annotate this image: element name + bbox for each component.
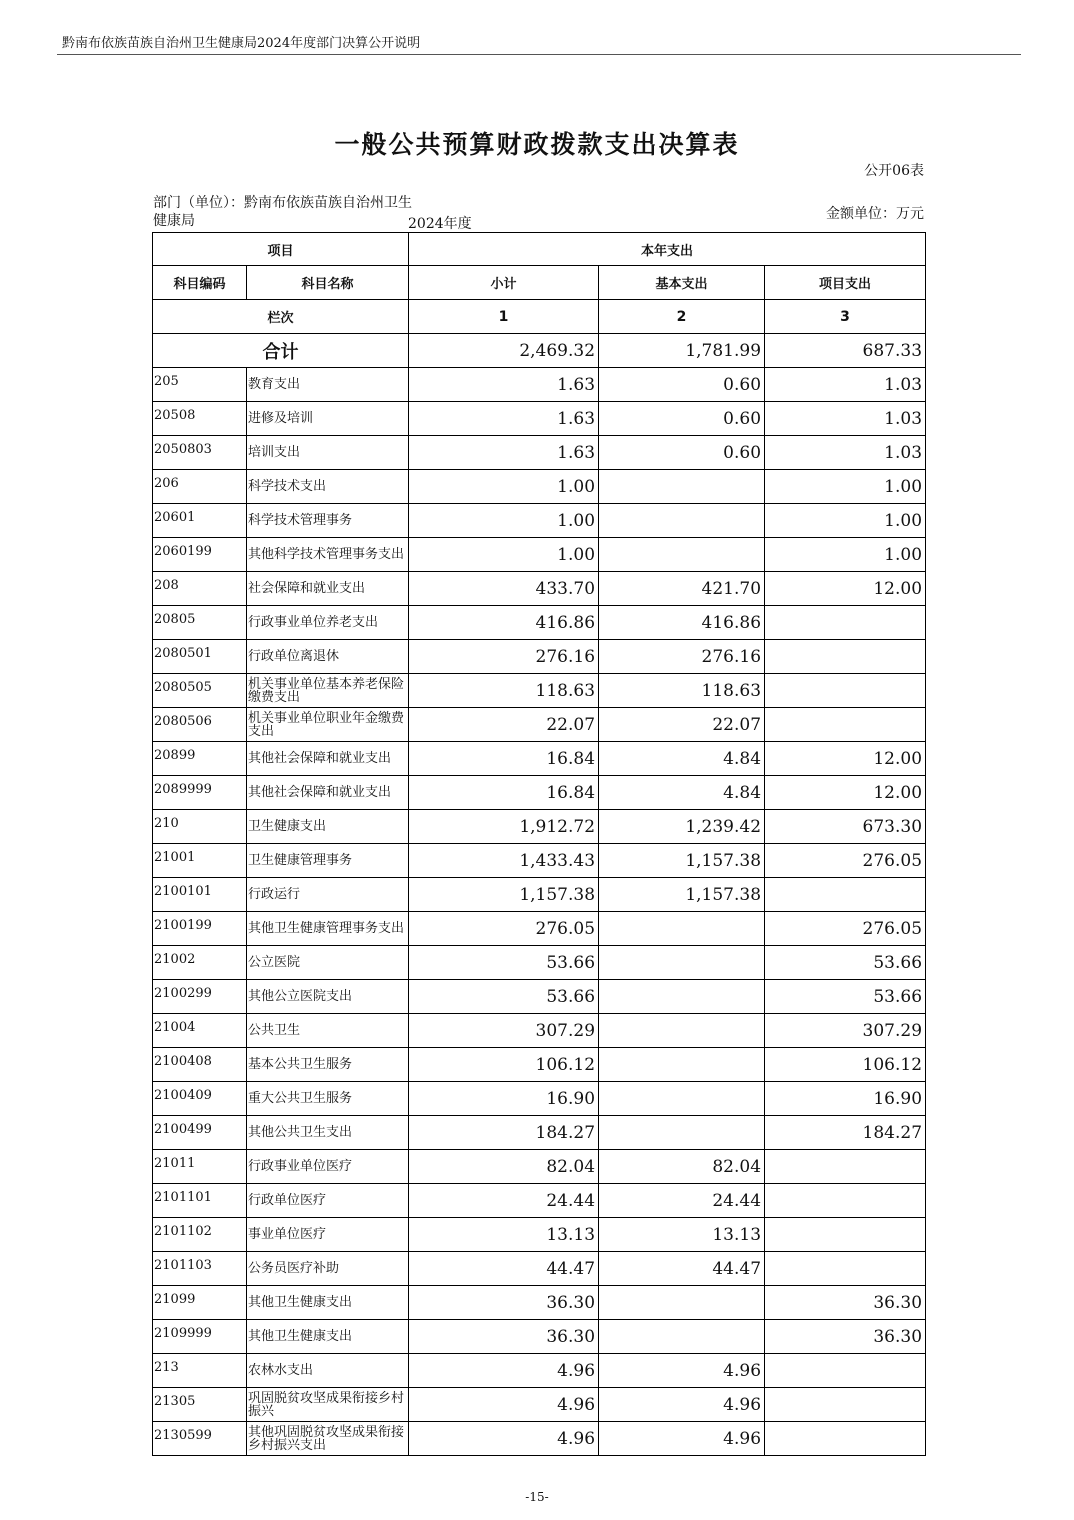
row-subtotal: 433.70	[409, 572, 599, 606]
row-basic: 4.96	[599, 1354, 765, 1388]
row-name: 基本公共卫生服务	[247, 1048, 409, 1082]
row-subtotal: 1.63	[409, 436, 599, 470]
row-program: 673.30	[765, 810, 926, 844]
row-code: 21004	[153, 1014, 247, 1048]
table-row	[153, 810, 926, 844]
row-subtotal: 276.05	[409, 912, 599, 946]
row-name: 行政单位离退休	[247, 640, 409, 674]
row-basic	[599, 1014, 765, 1048]
row-name: 教育支出	[247, 368, 409, 402]
table-row	[153, 776, 926, 810]
table-row	[153, 1388, 926, 1422]
table-row	[153, 1354, 926, 1388]
row-code: 2100101	[153, 878, 247, 912]
row-program: 1.03	[765, 402, 926, 436]
unit-label: 金额单位：万元	[826, 206, 924, 222]
row-program: 36.30	[765, 1286, 926, 1320]
row-code: 20805	[153, 606, 247, 640]
table-row	[153, 436, 926, 470]
header-current-year: 本年支出	[409, 233, 926, 266]
row-program: 1.00	[765, 470, 926, 504]
row-program: 1.00	[765, 538, 926, 572]
row-code: 21002	[153, 946, 247, 980]
row-subtotal: 1.00	[409, 504, 599, 538]
table-row	[153, 1286, 926, 1320]
row-code: 2101102	[153, 1218, 247, 1252]
row-subtotal: 4.96	[409, 1422, 599, 1456]
row-name: 其他卫生健康管理事务支出	[247, 912, 409, 946]
year-label: 2024年度	[408, 216, 472, 232]
row-name: 其他科学技术管理事务支出	[247, 538, 409, 572]
row-name: 其他社会保障和就业支出	[247, 742, 409, 776]
row-subtotal: 1.63	[409, 368, 599, 402]
table-code: 公开06表	[864, 163, 924, 179]
row-subtotal: 1.00	[409, 538, 599, 572]
header-code: 科目编码	[153, 266, 247, 300]
row-program: 307.29	[765, 1014, 926, 1048]
row-name: 农林水支出	[247, 1354, 409, 1388]
row-name: 卫生健康管理事务	[247, 844, 409, 878]
row-program: 53.66	[765, 980, 926, 1014]
row-name: 行政事业单位养老支出	[247, 606, 409, 640]
expenditure-table	[152, 232, 926, 1456]
row-subtotal: 53.66	[409, 946, 599, 980]
table-row	[153, 504, 926, 538]
row-code: 2060199	[153, 538, 247, 572]
row-program	[765, 640, 926, 674]
row-basic: 421.70	[599, 572, 765, 606]
header-name: 科目名称	[247, 266, 409, 300]
row-program: 12.00	[765, 572, 926, 606]
row-program: 1.03	[765, 368, 926, 402]
row-subtotal: 24.44	[409, 1184, 599, 1218]
table-row	[153, 674, 926, 708]
table-row	[153, 1218, 926, 1252]
table-row	[153, 538, 926, 572]
department-label: 部门（单位）：黔南布依族苗族自治州卫生健康局	[153, 195, 412, 229]
row-program: 16.90	[765, 1082, 926, 1116]
table-row	[153, 1150, 926, 1184]
table-row	[153, 742, 926, 776]
row-code: 210	[153, 810, 247, 844]
row-code: 205	[153, 368, 247, 402]
row-basic	[599, 538, 765, 572]
row-name: 其他公共卫生支出	[247, 1116, 409, 1150]
row-basic	[599, 504, 765, 538]
row-name: 其他公立医院支出	[247, 980, 409, 1014]
table-row	[153, 946, 926, 980]
row-code: 2109999	[153, 1320, 247, 1354]
row-program: 276.05	[765, 912, 926, 946]
total-subtotal: 2,469.32	[409, 334, 599, 368]
row-program	[765, 1354, 926, 1388]
row-name: 进修及培训	[247, 402, 409, 436]
table-row	[153, 1252, 926, 1286]
table-row	[153, 640, 926, 674]
row-name: 卫生健康支出	[247, 810, 409, 844]
row-program	[765, 1218, 926, 1252]
row-code: 2100199	[153, 912, 247, 946]
header-basic: 基本支出	[599, 266, 765, 300]
row-subtotal: 276.16	[409, 640, 599, 674]
row-basic: 4.84	[599, 776, 765, 810]
row-code: 21305	[153, 1388, 247, 1422]
row-program	[765, 1184, 926, 1218]
row-subtotal: 16.90	[409, 1082, 599, 1116]
row-basic	[599, 1116, 765, 1150]
row-program: 36.30	[765, 1320, 926, 1354]
row-basic: 276.16	[599, 640, 765, 674]
row-name: 重大公共卫生服务	[247, 1082, 409, 1116]
row-basic: 0.60	[599, 436, 765, 470]
header-divider	[57, 54, 1021, 55]
row-name: 社会保障和就业支出	[247, 572, 409, 606]
table-row	[153, 606, 926, 640]
row-basic	[599, 1082, 765, 1116]
row-program	[765, 1252, 926, 1286]
header-project: 项目	[153, 233, 409, 266]
row-basic: 82.04	[599, 1150, 765, 1184]
table-row	[153, 878, 926, 912]
row-name: 行政运行	[247, 878, 409, 912]
row-subtotal: 1,912.72	[409, 810, 599, 844]
row-code: 2130599	[153, 1422, 247, 1456]
page-number: -15-	[525, 1490, 549, 1504]
total-label: 合计	[153, 334, 409, 368]
row-basic: 4.96	[599, 1388, 765, 1422]
row-name: 其他卫生健康支出	[247, 1320, 409, 1354]
row-subtotal: 44.47	[409, 1252, 599, 1286]
row-code: 2050803	[153, 436, 247, 470]
row-code: 208	[153, 572, 247, 606]
row-subtotal: 13.13	[409, 1218, 599, 1252]
row-subtotal: 106.12	[409, 1048, 599, 1082]
row-name: 其他巩固脱贫攻坚成果衔接乡村振兴支出	[247, 1422, 409, 1456]
row-name: 公共卫生	[247, 1014, 409, 1048]
row-subtotal: 22.07	[409, 708, 599, 742]
row-subtotal: 36.30	[409, 1320, 599, 1354]
row-name: 科学技术管理事务	[247, 504, 409, 538]
row-code: 20899	[153, 742, 247, 776]
row-subtotal: 1.63	[409, 402, 599, 436]
row-program	[765, 1150, 926, 1184]
row-basic	[599, 980, 765, 1014]
row-code: 206	[153, 470, 247, 504]
row-program: 12.00	[765, 742, 926, 776]
row-basic: 4.84	[599, 742, 765, 776]
row-code: 2100299	[153, 980, 247, 1014]
row-basic: 13.13	[599, 1218, 765, 1252]
row-code: 2100408	[153, 1048, 247, 1082]
row-basic	[599, 470, 765, 504]
row-subtotal: 16.84	[409, 742, 599, 776]
row-subtotal: 16.84	[409, 776, 599, 810]
row-basic: 4.96	[599, 1422, 765, 1456]
row-program: 53.66	[765, 946, 926, 980]
row-code: 20508	[153, 402, 247, 436]
table-row	[153, 980, 926, 1014]
row-basic: 1,239.42	[599, 810, 765, 844]
row-basic: 118.63	[599, 674, 765, 708]
table-row	[153, 1014, 926, 1048]
row-program	[765, 606, 926, 640]
row-subtotal: 53.66	[409, 980, 599, 1014]
row-program: 276.05	[765, 844, 926, 878]
row-name: 事业单位医疗	[247, 1218, 409, 1252]
row-code: 2089999	[153, 776, 247, 810]
row-program	[765, 708, 926, 742]
row-basic: 0.60	[599, 402, 765, 436]
table-row	[153, 708, 926, 742]
row-basic: 0.60	[599, 368, 765, 402]
row-program: 12.00	[765, 776, 926, 810]
row-basic: 416.86	[599, 606, 765, 640]
header-column-index: 栏次	[153, 300, 409, 334]
row-subtotal: 4.96	[409, 1388, 599, 1422]
row-code: 2080505	[153, 674, 247, 708]
table-row	[153, 1184, 926, 1218]
total-program: 687.33	[765, 334, 926, 368]
total-basic: 1,781.99	[599, 334, 765, 368]
table-row	[153, 912, 926, 946]
row-basic: 24.44	[599, 1184, 765, 1218]
header-program: 项目支出	[765, 266, 926, 300]
row-name: 行政单位医疗	[247, 1184, 409, 1218]
row-code: 2101101	[153, 1184, 247, 1218]
table-row	[153, 368, 926, 402]
row-name: 公立医院	[247, 946, 409, 980]
row-code: 2080506	[153, 708, 247, 742]
row-name: 巩固脱贫攻坚成果衔接乡村振兴	[247, 1388, 409, 1422]
row-subtotal: 4.96	[409, 1354, 599, 1388]
table-row	[153, 402, 926, 436]
row-basic: 44.47	[599, 1252, 765, 1286]
row-basic: 22.07	[599, 708, 765, 742]
table-row	[153, 1320, 926, 1354]
row-basic	[599, 1048, 765, 1082]
row-code: 21099	[153, 1286, 247, 1320]
column-number-1: 1	[409, 300, 599, 334]
table-row	[153, 1048, 926, 1082]
row-code: 2100409	[153, 1082, 247, 1116]
row-program	[765, 1388, 926, 1422]
table-body	[153, 368, 926, 1456]
row-subtotal: 118.63	[409, 674, 599, 708]
row-basic	[599, 912, 765, 946]
row-subtotal: 1.00	[409, 470, 599, 504]
table-row	[153, 470, 926, 504]
column-number-3: 3	[765, 300, 926, 334]
row-subtotal: 1,157.38	[409, 878, 599, 912]
row-code: 213	[153, 1354, 247, 1388]
row-code: 2080501	[153, 640, 247, 674]
row-basic: 1,157.38	[599, 844, 765, 878]
table-row	[153, 1116, 926, 1150]
row-name: 机关事业单位职业年金缴费支出	[247, 708, 409, 742]
table-row	[153, 1422, 926, 1456]
row-name: 行政事业单位医疗	[247, 1150, 409, 1184]
running-header: 黔南布依族苗族自治州卫生健康局2024年度部门决算公开说明	[62, 36, 421, 51]
row-basic	[599, 946, 765, 980]
row-subtotal: 416.86	[409, 606, 599, 640]
row-basic	[599, 1320, 765, 1354]
row-program	[765, 674, 926, 708]
row-basic: 1,157.38	[599, 878, 765, 912]
header-subtotal: 小计	[409, 266, 599, 300]
table-row	[153, 844, 926, 878]
row-name: 其他卫生健康支出	[247, 1286, 409, 1320]
row-code: 2100499	[153, 1116, 247, 1150]
row-name: 培训支出	[247, 436, 409, 470]
row-subtotal: 82.04	[409, 1150, 599, 1184]
row-name: 机关事业单位基本养老保险缴费支出	[247, 674, 409, 708]
page-title: 一般公共预算财政拨款支出决算表	[334, 130, 740, 159]
table-row	[153, 1082, 926, 1116]
row-basic	[599, 1286, 765, 1320]
row-name: 科学技术支出	[247, 470, 409, 504]
row-subtotal: 36.30	[409, 1286, 599, 1320]
row-program	[765, 878, 926, 912]
row-code: 21011	[153, 1150, 247, 1184]
row-code: 2101103	[153, 1252, 247, 1286]
row-code: 20601	[153, 504, 247, 538]
row-code: 21001	[153, 844, 247, 878]
table-row	[153, 572, 926, 606]
row-subtotal: 1,433.43	[409, 844, 599, 878]
row-program: 1.03	[765, 436, 926, 470]
row-subtotal: 307.29	[409, 1014, 599, 1048]
row-name: 其他社会保障和就业支出	[247, 776, 409, 810]
row-program: 106.12	[765, 1048, 926, 1082]
row-program	[765, 1422, 926, 1456]
row-program: 1.00	[765, 504, 926, 538]
row-subtotal: 184.27	[409, 1116, 599, 1150]
column-number-2: 2	[599, 300, 765, 334]
row-program: 184.27	[765, 1116, 926, 1150]
row-name: 公务员医疗补助	[247, 1252, 409, 1286]
